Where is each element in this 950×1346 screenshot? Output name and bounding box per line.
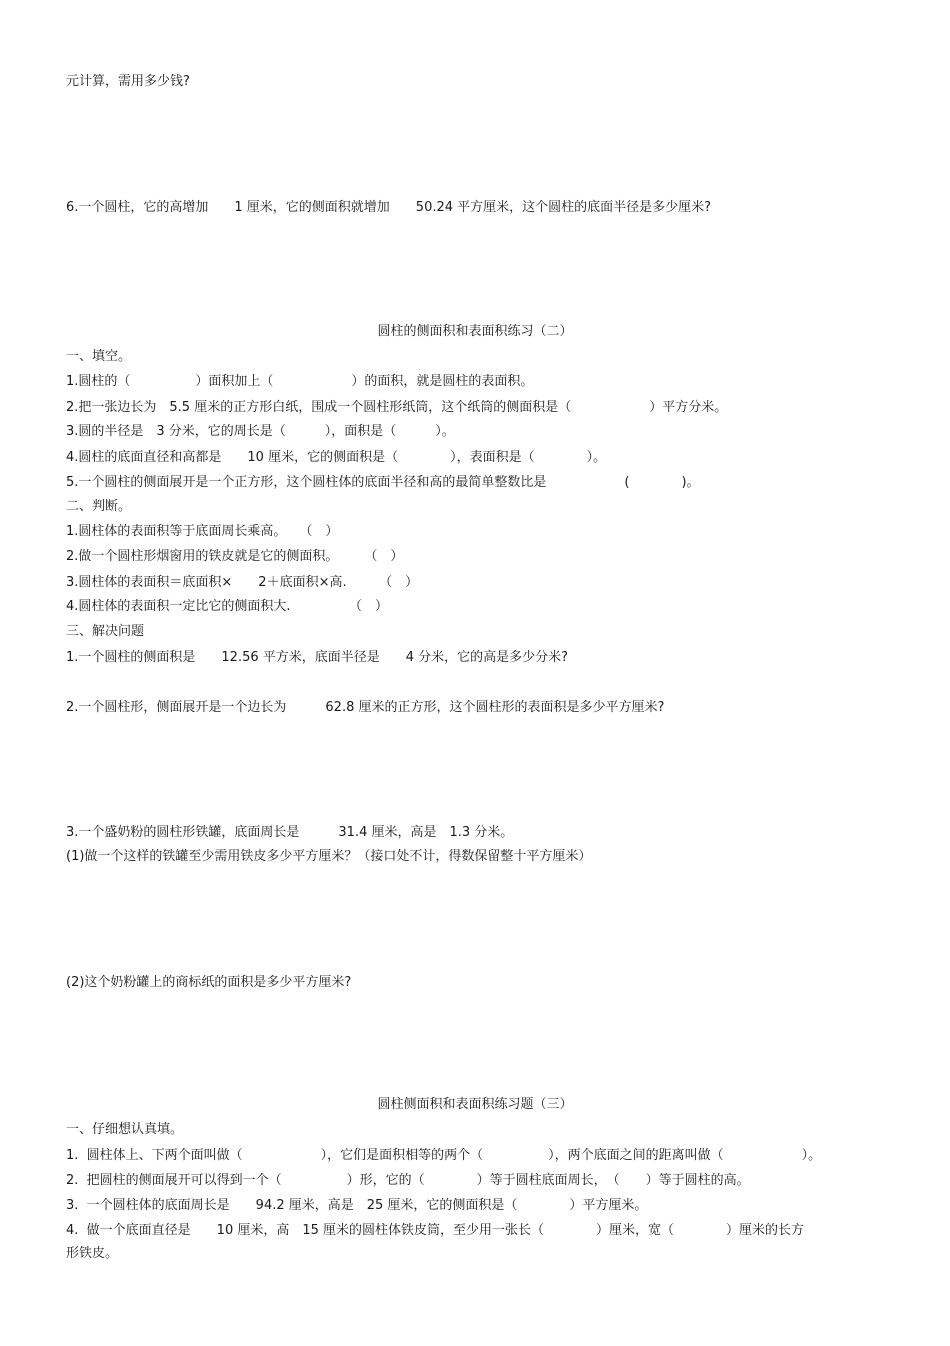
heading-solve: 三、解决问题 <box>66 624 145 639</box>
fill3-item-2: 2. 把圆柱的侧面展开可以得到一个（ ）形，它的（ ）等于圆柱底面周长， （ ）等于圆柱的高。 <box>66 1173 750 1188</box>
section-title-2: 圆柱的侧面积和表面积练习（二） <box>377 324 573 339</box>
solve-item-1: 1.一个圆柱的侧面积是 12.56 平方米，底面半径是 4 分米，它的高是多少分米? <box>66 650 569 665</box>
fill-item-3: 3.圆的半径是 3 分米，它的周长是（ ），面积是（ ）。 <box>66 424 455 439</box>
question-6: 6.一个圆柱，它的高增加 1 厘米，它的侧面积就增加 50.24 平方厘米，这个圆柱的底面半径是多少厘米? <box>66 200 712 215</box>
fill-item-5: 5.一个圆柱的侧面展开是一个正方形，这个圆柱体的底面半径和高的最简单整数比是 ( )。 <box>66 475 700 490</box>
fill3-item-1: 1. 圆柱体上、下两个面叫做（ ），它们是面积相等的两个（ ），两个底面之间的距离叫做（ ）。 <box>66 1148 822 1163</box>
heading-judge: 二、判断。 <box>66 499 132 514</box>
fill3-item-4: 4. 做一个底面直径是 10 厘米，高 15 厘米的圆柱体铁皮筒，至少用一张长（ ）厘米，宽（ ）厘米的长方 <box>66 1223 805 1238</box>
fill3-item-3: 3. 一个圆柱体的底面周长是 94.2 厘米，高是 25 厘米，它的侧面积是（ ）平方厘米。 <box>66 1198 648 1213</box>
solve-item-3: 3.一个盛奶粉的圆柱形铁罐，底面周长是 31.4 厘米，高是 1.3 分米。 <box>66 825 514 840</box>
judge-item-4: 4.圆柱体的表面积一定比它的侧面积大. （ ） <box>66 599 389 614</box>
fill-item-2: 2.把一张边长为 5.5 厘米的正方形白纸，围成一个圆柱形纸筒，这个纸筒的侧面积是（ ）平方分米。 <box>66 400 728 415</box>
judge-item-1: 1.圆柱体的表面积等于底面周长乘高。 （ ） <box>66 524 339 539</box>
solve-item-2: 2.一个圆柱形，侧面展开是一个边长为 62.8 厘米的正方形，这个圆柱形的表面积是多少平方厘米? <box>66 700 665 715</box>
solve-item-3-part-2: (2)这个奶粉罐上的商标纸的面积是多少平方厘米? <box>66 975 352 990</box>
judge-item-3: 3.圆柱体的表面积＝底面积× 2＋底面积×高. （ ） <box>66 575 419 590</box>
text-line: 元计算，需用多少钱? <box>66 74 190 89</box>
fill3-item-4-cont: 形铁皮。 <box>66 1246 119 1261</box>
fill-item-4: 4.圆柱的底面直径和高都是 10 厘米，它的侧面积是（ ），表面积是（ ）。 <box>66 450 607 465</box>
solve-item-3-part-1: (1)做一个这样的铁罐至少需用铁皮多少平方厘米？（接口处不计，得数保留整十平方厘米） <box>66 849 592 864</box>
heading-fill-blank: 一、填空。 <box>66 349 132 364</box>
judge-item-2: 2.做一个圆柱形烟窗用的铁皮就是它的侧面积。 （ ） <box>66 549 404 564</box>
section-title-3: 圆柱侧面积和表面积练习题（三） <box>377 1097 573 1112</box>
fill-item-1: 1.圆柱的（ ）面积加上（ ）的面积，就是圆柱的表面积。 <box>66 374 534 389</box>
heading-fill-carefully: 一、仔细想认真填。 <box>66 1122 184 1137</box>
